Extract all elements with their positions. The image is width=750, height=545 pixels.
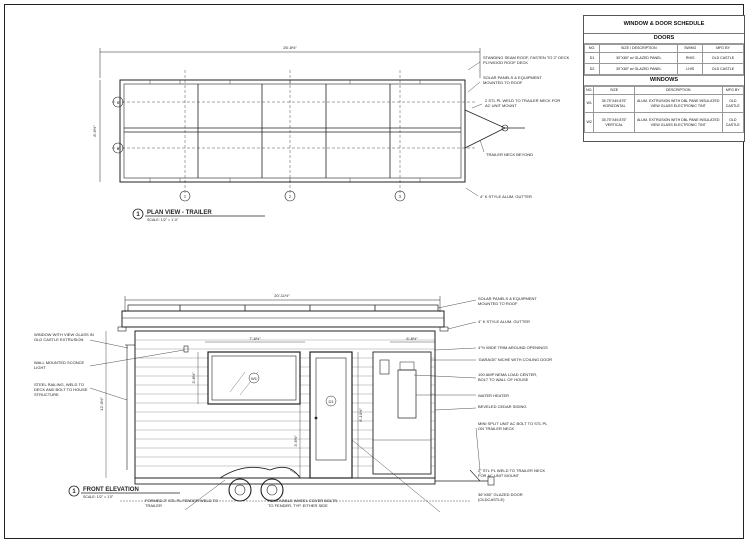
door-no: D1 [585, 53, 600, 64]
plan-scale: SCALE: 1/2" = 1'-0" [147, 218, 179, 222]
elev-note-solar: SOLAR PANELS & EQUIPMENT MOUNTED TO ROOF [478, 296, 537, 306]
doors-heading: DOORS [584, 34, 744, 44]
door-mfg: OLD CASTLE [702, 53, 743, 64]
elev-note-wheel-cover: REMOVABLE WHEEL COVER BOLTS TO FENDER, TYP. EITHER SIDE [268, 498, 338, 508]
schedule-title: WINDOW & DOOR SCHEDULE [584, 16, 744, 34]
table-row [585, 64, 744, 75]
window-size: 35.75"X49.875" HORIZONTAL [594, 95, 635, 113]
elev-dim-e: 3'-6½" [293, 435, 298, 447]
plan-note-solar: SOLAR PANELS & EQUIPMENT MOUNTED TO ROOF [483, 75, 542, 85]
window-col-size: SIZE [594, 87, 635, 95]
elev-note-siding: BEVELED CEDAR SIDING [478, 404, 527, 409]
window-size: 35.75"X49.875" VERTICAL [594, 113, 635, 133]
window-door-schedule [583, 15, 745, 142]
plan-note-roof: STANDING SEAM ROOF, FASTEN TO 2" DECK PLYWOOD ROOF DECK [483, 55, 570, 65]
table-row [585, 95, 744, 113]
window-mfg: OLD CASTLE [722, 95, 743, 113]
plan-text [92, 45, 401, 222]
window-no: W1 [585, 95, 594, 113]
windows-heading: WINDOWS [584, 75, 744, 86]
door-col-size: SIZE / DESCRIPTION [600, 45, 678, 53]
grid-mark-2: 2 [289, 195, 291, 199]
elev-note-gutter: 4" K STYLE ALUM. GUTTER [478, 319, 530, 324]
door-col-mfg: MFG BY [702, 45, 743, 53]
doors-table [584, 44, 744, 75]
elev-note-fender: FORMED 2" STL PL FENDER WELD TO TRAILER [145, 498, 218, 508]
elev-note-trim: 4"½ WIDE TRIM AROUND OPENINGS [478, 345, 548, 350]
elev-dim-d: 6'-10½" [358, 408, 363, 422]
elev-note-sconce: WALL MOUNTED SCONCE LIGHT [34, 360, 85, 370]
door-col-swing: SWING [678, 45, 703, 53]
door-col-no: NO. [585, 45, 600, 53]
plan-note-gutter: 4" K STYLE ALUM. GUTTER [480, 194, 532, 199]
elev-dim-c: 3'-8½" [191, 372, 196, 384]
door-swing: LHIS [678, 64, 703, 75]
elev-note-window: WINDOW WITH VIEW GLASS IN OLD CASTLE EXTRUSION [34, 332, 94, 342]
grid-mark-1: 1 [184, 195, 186, 199]
window-tag: W1 [251, 376, 257, 381]
elevation-scale: SCALE: 1/2" = 1'0" [83, 495, 114, 499]
window-col-desc: DESCRIPTION [634, 87, 722, 95]
elev-dim-b: 6'-8½" [406, 336, 418, 341]
door-no: D2 [585, 64, 600, 75]
elev-note-door: 36"X80" GLAZED DOOR (OLDCASTLE) [478, 492, 523, 502]
elev-note-mini-split: MINI SPLIT UNIT AC BOLT TO STL PL ON TRAILER NECK [478, 421, 548, 431]
elevation-title: FRONT ELEVATION [83, 487, 139, 493]
plan-number: 1 [136, 212, 140, 218]
door-size: 30"X80" w/ GLAZED PANEL [600, 53, 678, 64]
window-desc: ALUM. EXTRUSION WITH DBL PANE INSULATED VIEW GLASS ELECTRONIC TINT [634, 113, 722, 133]
elev-note-water-heater: WATER HEATER [478, 393, 510, 398]
window-desc: ALUM. EXTRUSION WITH DBL PANE INSULATED VIEW GLASS ELECTRONIC TINT [634, 95, 722, 113]
plan-view [100, 48, 525, 219]
plan-dim-width: 8'-6½" [92, 125, 97, 137]
door-tag: D1 [328, 399, 334, 404]
plan-note-stl-pl: 2 STL PL WELD TO TRAILER NECK FOR AC UNIT MOUNT [485, 98, 561, 108]
door-swing: RHIS [678, 53, 703, 64]
grid-mark-a: A [116, 101, 120, 105]
window-mfg: OLD CASTLE [722, 113, 743, 133]
window-col-mfg: MFG BY [722, 87, 743, 95]
table-row [585, 53, 744, 64]
door-size: 30"X80" w/ GLAZED PANEL [600, 64, 678, 75]
plan-dim-length: 26'-6½" [283, 45, 297, 50]
plan-note-neck: TRAILER NECK BEYOND [486, 152, 534, 157]
grid-mark-3: 3 [399, 195, 401, 199]
elev-note-stl-pl: 2" STL PL WELD TO TRAILER NECK FOR AC UNIT MOUNT [478, 468, 546, 478]
elev-dim-h: 12'-0½" [99, 397, 104, 411]
elevation-number: 1 [72, 489, 76, 495]
elev-dim-top: 20'-11½" [274, 293, 290, 298]
elev-dim-a: 7'-6½" [249, 336, 261, 341]
elev-note-load-center: 100 AMP NEMA LOAD CENTER, BOLT TO WALL OF HOUSE [478, 372, 538, 382]
elev-note-railing: STEEL RAILING, WELD TO DECK AND BOLT TO HOUSE STRUCTURE [34, 382, 88, 397]
window-no: W2 [585, 113, 594, 133]
grid-mark-b: B [116, 147, 120, 151]
elev-note-garage: 'GARAGE' NICHE WITH COILING DOOR [478, 357, 553, 362]
table-row [585, 113, 744, 133]
window-col-no: NO. [585, 87, 594, 95]
plan-title: PLAN VIEW - TRAILER [147, 210, 212, 216]
front-elevation [69, 296, 494, 512]
door-mfg: OLD CASTLE [702, 64, 743, 75]
windows-table [584, 86, 744, 133]
